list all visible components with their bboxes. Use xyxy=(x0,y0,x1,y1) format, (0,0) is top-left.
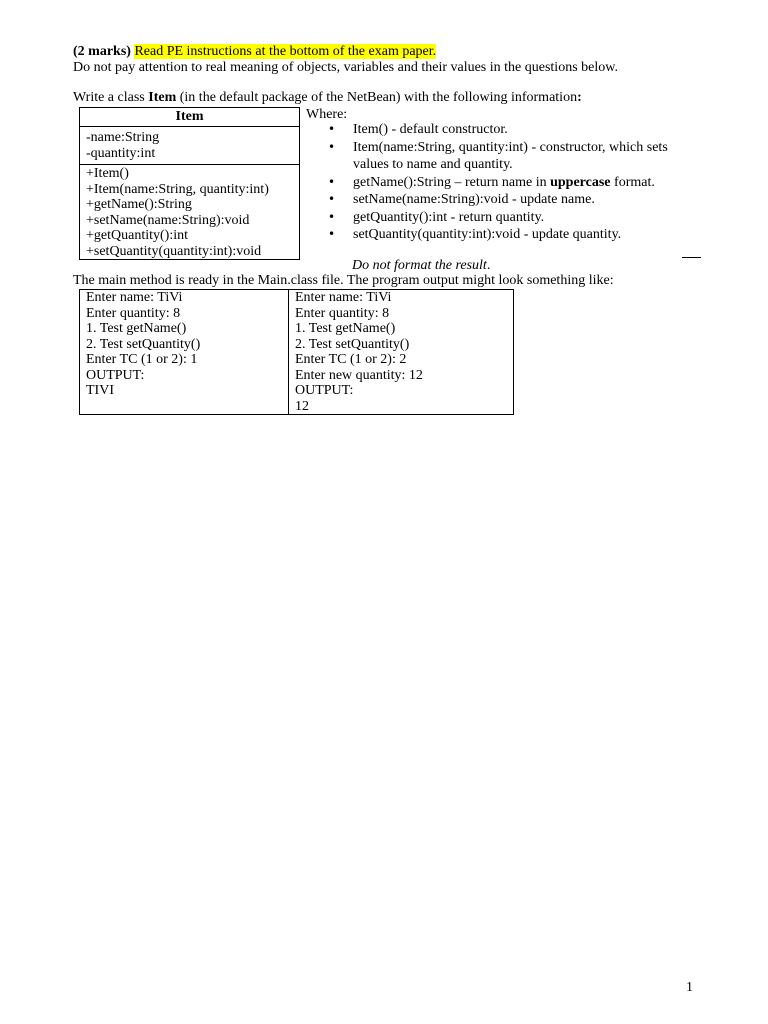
task-suffix: (in the default package of the NetBean) with the following information xyxy=(176,90,578,105)
output-line: TIVI xyxy=(86,383,114,398)
list-item xyxy=(328,174,688,192)
bullet-icon: • xyxy=(328,209,336,224)
emphasis-uppercase: uppercase xyxy=(550,174,611,190)
output-line: Enter quantity: 8 xyxy=(295,305,390,321)
list-item-text: Item() - default constructor. xyxy=(353,122,508,137)
bullet-icon: • xyxy=(328,192,336,206)
method-description-list xyxy=(328,121,688,244)
bullet-icon: • xyxy=(328,139,336,154)
list-item-text: getName():String – return name in xyxy=(353,174,551,190)
format-note-period: . xyxy=(486,258,491,273)
uml-operation: +getQuantity():int xyxy=(86,228,188,243)
uml-operations xyxy=(80,165,299,259)
marks-label: (2 marks) xyxy=(73,44,131,59)
sample-output-case-2 xyxy=(289,290,514,415)
task-prefix: Write a class xyxy=(73,90,149,105)
output-line: Enter new quantity: 12 xyxy=(295,367,423,383)
uml-operation: +setQuantity(quantity:int):void xyxy=(86,243,262,259)
uml-attribute: -name:String xyxy=(86,130,160,145)
output-line: Enter TC (1 or 2): 1 xyxy=(86,352,198,367)
uml-class-diagram xyxy=(79,107,300,260)
output-line: 12 xyxy=(295,398,309,414)
bullet-icon: • xyxy=(328,174,336,189)
table-row xyxy=(80,290,514,415)
list-item xyxy=(328,139,688,174)
task-colon: : xyxy=(577,90,582,105)
list-item-text: Item(name:String, quantity:int) - constructor, which sets values to name and quantity. xyxy=(353,139,668,172)
page-number: 1 xyxy=(686,980,693,995)
list-item xyxy=(328,209,688,227)
list-item-text: getQuantity():int - return quantity. xyxy=(353,209,545,225)
list-item-text: setName(name:String):void - update name. xyxy=(353,192,595,207)
task-statement xyxy=(73,90,582,106)
list-item-text: setQuantity(quantity:int):void - update quantity. xyxy=(353,227,622,242)
output-line: OUTPUT: xyxy=(86,367,145,383)
output-line: Enter name: TiVi xyxy=(86,290,183,305)
output-line: Enter name: TiVi xyxy=(295,290,392,305)
sample-output-case-1 xyxy=(80,290,289,415)
short-divider xyxy=(682,257,701,258)
uml-attribute: -quantity:int xyxy=(86,145,156,161)
highlighted-instruction: Read PE instructions at the bottom of the exam paper. xyxy=(134,44,437,59)
bullet-icon: • xyxy=(328,227,336,241)
task-class-name: Item xyxy=(148,90,177,105)
uml-operation: +Item(name:String, quantity:int) xyxy=(86,181,269,197)
sample-output-table xyxy=(79,289,514,415)
uml-attributes xyxy=(80,127,299,165)
output-line: 1. Test getName() xyxy=(86,321,187,336)
header-line xyxy=(73,44,436,60)
output-line: OUTPUT: xyxy=(295,383,354,398)
uml-operation: +Item() xyxy=(86,166,129,181)
uml-class-title: Item xyxy=(80,108,299,127)
uml-operation: +setName(name:String):void xyxy=(86,212,250,228)
uml-operation: +getName():String xyxy=(86,197,192,212)
list-item-text: format. xyxy=(610,174,655,190)
format-note xyxy=(352,258,490,274)
main-method-note: The main method is ready in the Main.class file. The program output might look something like: xyxy=(73,273,614,288)
output-line: 1. Test getName() xyxy=(295,321,396,336)
list-item xyxy=(328,226,688,244)
output-line: 2. Test setQuantity() xyxy=(86,336,201,352)
where-label: Where: xyxy=(306,107,348,122)
list-item xyxy=(328,121,688,139)
disclaimer-note: Do not pay attention to real meaning of objects, variables and their values in the questions below. xyxy=(73,60,618,75)
bullet-icon: • xyxy=(328,122,336,136)
format-note-text: Do not format the result xyxy=(352,258,487,273)
list-item xyxy=(328,191,688,209)
output-line: Enter TC (1 or 2): 2 xyxy=(295,352,407,367)
output-line: Enter quantity: 8 xyxy=(86,305,181,321)
output-line: 2. Test setQuantity() xyxy=(295,336,410,352)
